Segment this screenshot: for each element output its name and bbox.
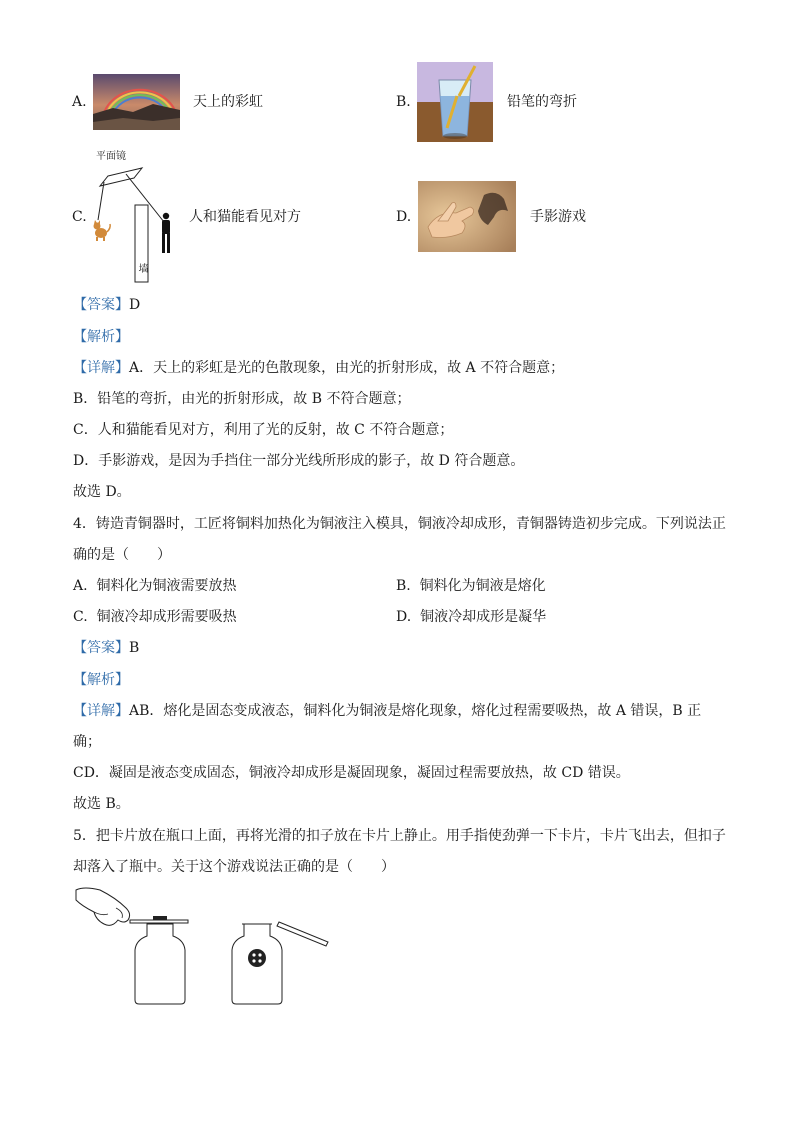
q4-detail-text1: AB．熔化是固态变成液态，铜料化为铜液是熔化现象，熔化过程需要吸热，故 A 错误，B 正	[129, 703, 702, 719]
q3-detail-line1	[73, 361, 564, 375]
detail-tag: 【详解】	[73, 703, 129, 719]
q4-option-c	[73, 610, 237, 624]
q4-option-c-text: 铜液冷却成形需要吸热	[96, 609, 237, 625]
rainbow-photo-icon	[93, 74, 180, 130]
q3-analysis-tag: 【解析】	[73, 329, 129, 345]
option-b-letter: B.	[396, 94, 411, 110]
option-d-label: 手影游戏	[530, 209, 586, 225]
q4-option-a	[73, 579, 236, 593]
q5-stem-line1: 5．把卡片放在瓶口上面，再将光滑的扣子放在卡片上静止。用手指使劲弹一下卡片，卡片飞出去，但扣子	[73, 828, 726, 844]
option-c-label: 人和猫能看见对方	[189, 209, 301, 225]
option-a-letter: A.	[72, 94, 87, 110]
option-c-letter: C.	[72, 209, 87, 225]
q4-option-d-letter: D.	[396, 609, 412, 625]
answer-tag: 【答案】	[73, 640, 129, 656]
q4-option-a-text: 铜料化为铜液需要放热	[96, 578, 237, 594]
q4-answer-line	[73, 641, 139, 655]
hand-shadow-photo-icon	[418, 181, 516, 252]
detail-tag: 【详解】	[73, 360, 129, 376]
q4-option-b-text: 铜料化为铜液是熔化	[419, 578, 546, 594]
q4-option-b-letter: B.	[396, 578, 411, 594]
q4-answer-value: B	[129, 640, 140, 656]
q4-conclusion: 故选 B。	[73, 796, 130, 812]
q3-detail-text1: A．天上的彩虹是光的色散现象，由光的折射形成，故 A 不符合题意；	[129, 360, 565, 376]
q4-option-d	[396, 610, 546, 624]
q3-detail-line4: D．手影游戏，是因为手挡住一部分光线所形成的影子，故 D 符合题意。	[73, 453, 525, 469]
q4-detail-line2: 确；	[73, 734, 101, 750]
q3-answer-line	[73, 298, 140, 312]
answer-tag: 【答案】	[73, 297, 129, 313]
option-d-letter: D.	[396, 209, 412, 225]
option-b-label: 铅笔的弯折	[507, 94, 577, 110]
wall-label: 墙	[136, 263, 147, 273]
q3-detail-line3: C．人和猫能看见对方，利用了光的反射，故 C 不符合题意；	[73, 422, 454, 438]
q4-stem-line1: 4．铸造青铜器时，工匠将铜料加热化为铜液注入模具，铜液冷却成形，青铜器铸造初步完成。下列说法正	[73, 516, 726, 532]
q4-detail-line1	[73, 704, 701, 718]
q4-option-d-text: 铜液冷却成形是凝华	[420, 609, 547, 625]
q4-option-c-letter: C.	[73, 609, 88, 625]
pencil-in-glass-photo-icon	[417, 62, 493, 142]
q4-stem-line2: 确的是（ ）	[73, 547, 171, 563]
q4-analysis-tag: 【解析】	[73, 672, 129, 688]
card-flick-bottles-diagram-icon	[72, 884, 334, 1008]
q4-option-b	[396, 579, 546, 593]
q3-answer-value: D	[129, 297, 141, 313]
q4-option-a-letter: A.	[73, 578, 88, 594]
q4-detail-line3: CD．凝固是液态变成固态，铜液冷却成形是凝固现象，凝固过程需要放热，故 CD 错误。	[73, 765, 630, 781]
q5-stem-line2: 却落入了瓶中。关于这个游戏说法正确的是（ ）	[73, 859, 395, 875]
q3-conclusion: 故选 D。	[73, 484, 131, 500]
q3-detail-line2: B．铅笔的弯折，由光的折射形成，故 B 不符合题意；	[73, 391, 411, 407]
mirror-label: 平面镜	[96, 151, 126, 162]
option-a-label: 天上的彩虹	[193, 94, 263, 110]
